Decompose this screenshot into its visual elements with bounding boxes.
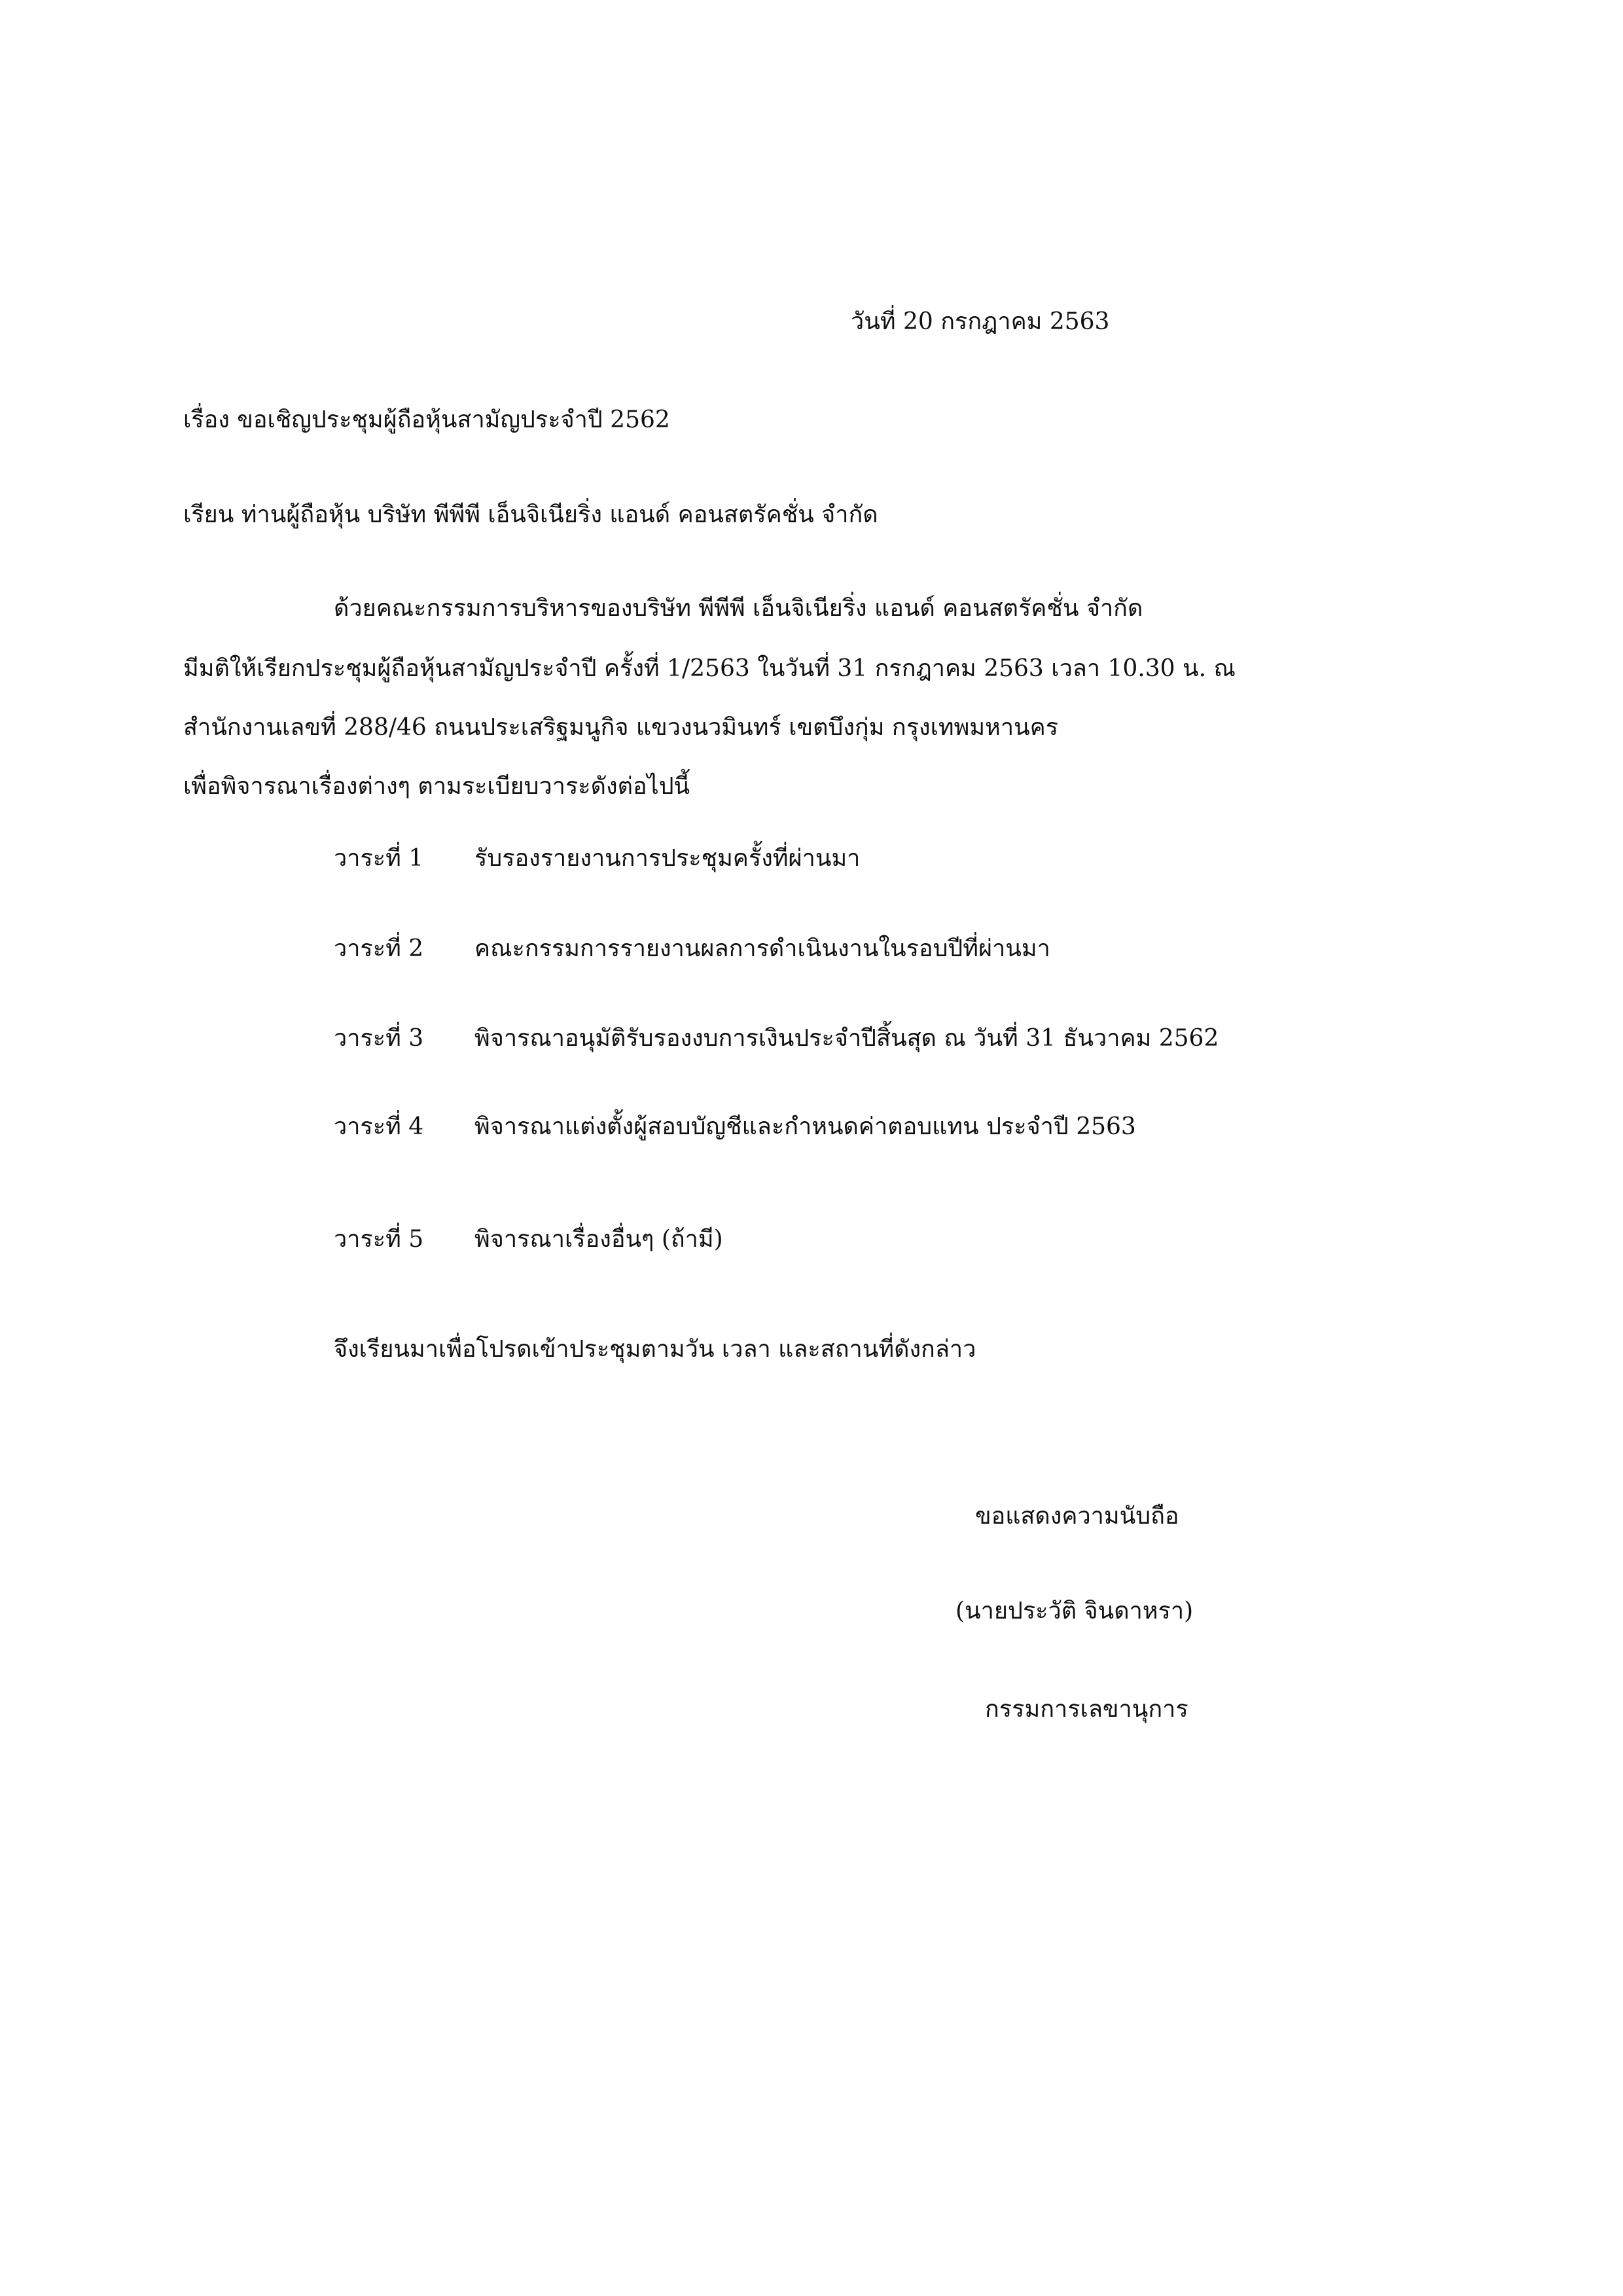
agenda-item-3	[334, 1024, 1219, 1052]
agenda-item-4	[334, 1113, 1136, 1141]
agenda-item-5	[334, 1225, 723, 1253]
agenda-label: วาระที่ 1	[334, 845, 424, 872]
agenda-item-1	[334, 844, 860, 872]
agenda-item-2	[334, 935, 1050, 963]
agenda-text: คณะกรรมการรายงานผลการดำเนินงานในรอบปีที่ผ่านมา	[474, 935, 1050, 962]
agenda-label: วาระที่ 4	[334, 1113, 424, 1140]
body-line-4: เพื่อพิจารณาเรื่องต่างๆ ตามระเบียบวาระดังต่อไปนี้	[183, 773, 690, 800]
body-line-3: สำนักงานเลขที่ 288/46 ถนนประเสริฐมนูกิจ แขวงนวมินทร์ เขตบึงกุ่ม กรุงเทพมหานคร	[183, 714, 1059, 741]
signature-title: กรรมการเลขานุการ	[985, 1696, 1188, 1723]
agenda-text: พิจารณาอนุมัติรับรองงบการเงินประจำปีสิ้นสุด ณ วันที่ 31 ธันวาคม 2562	[474, 1025, 1219, 1052]
agenda-text: พิจารณาแต่งตั้งผู้สอบบัญชีและกำหนดค่าตอบแทน ประจำปี 2563	[474, 1113, 1136, 1140]
agenda-label: วาระที่ 2	[334, 935, 424, 962]
letter-closing: จึงเรียนมาเพื่อโปรดเข้าประชุมตามวัน เวลา และสถานที่ดังกล่าว	[334, 1336, 976, 1363]
agenda-label: วาระที่ 5	[334, 1226, 424, 1253]
letter-salutation: เรียน ท่านผู้ถือหุ้น บริษัท พีพีพี เอ็นจิเนียริ่ง แอนด์ คอนสตรัคชั่น จำกัด	[183, 501, 878, 528]
body-line-1: ด้วยคณะกรรมการบริหารของบริษัท พีพีพี เอ็นจิเนียริ่ง แอนด์ คอนสตรัคชั่น จำกัด	[334, 595, 1143, 622]
letter-subject: เรื่อง ขอเชิญประชุมผู้ถือหุ้นสามัญประจำปี 2562	[183, 406, 670, 433]
signature-name: (นายประวัติ จินดาหรา)	[955, 1598, 1194, 1624]
signature-regards: ขอแสดงความนับถือ	[975, 1503, 1179, 1530]
agenda-text: รับรองรายงานการประชุมครั้งที่ผ่านมา	[474, 845, 861, 872]
agenda-text: พิจารณาเรื่องอื่นๆ (ถ้ามี)	[474, 1226, 723, 1253]
body-line-2: มีมติให้เรียกประชุมผู้ถือหุ้นสามัญประจำปี ครั้งที่ 1/2563 ในวันที่ 31 กรกฎาคม 2563 เวลา 10.30 น. ณ	[183, 655, 1236, 682]
letter-date: วันที่ 20 กรกฎาคม 2563	[851, 308, 1110, 335]
agenda-label: วาระที่ 3	[334, 1025, 424, 1052]
